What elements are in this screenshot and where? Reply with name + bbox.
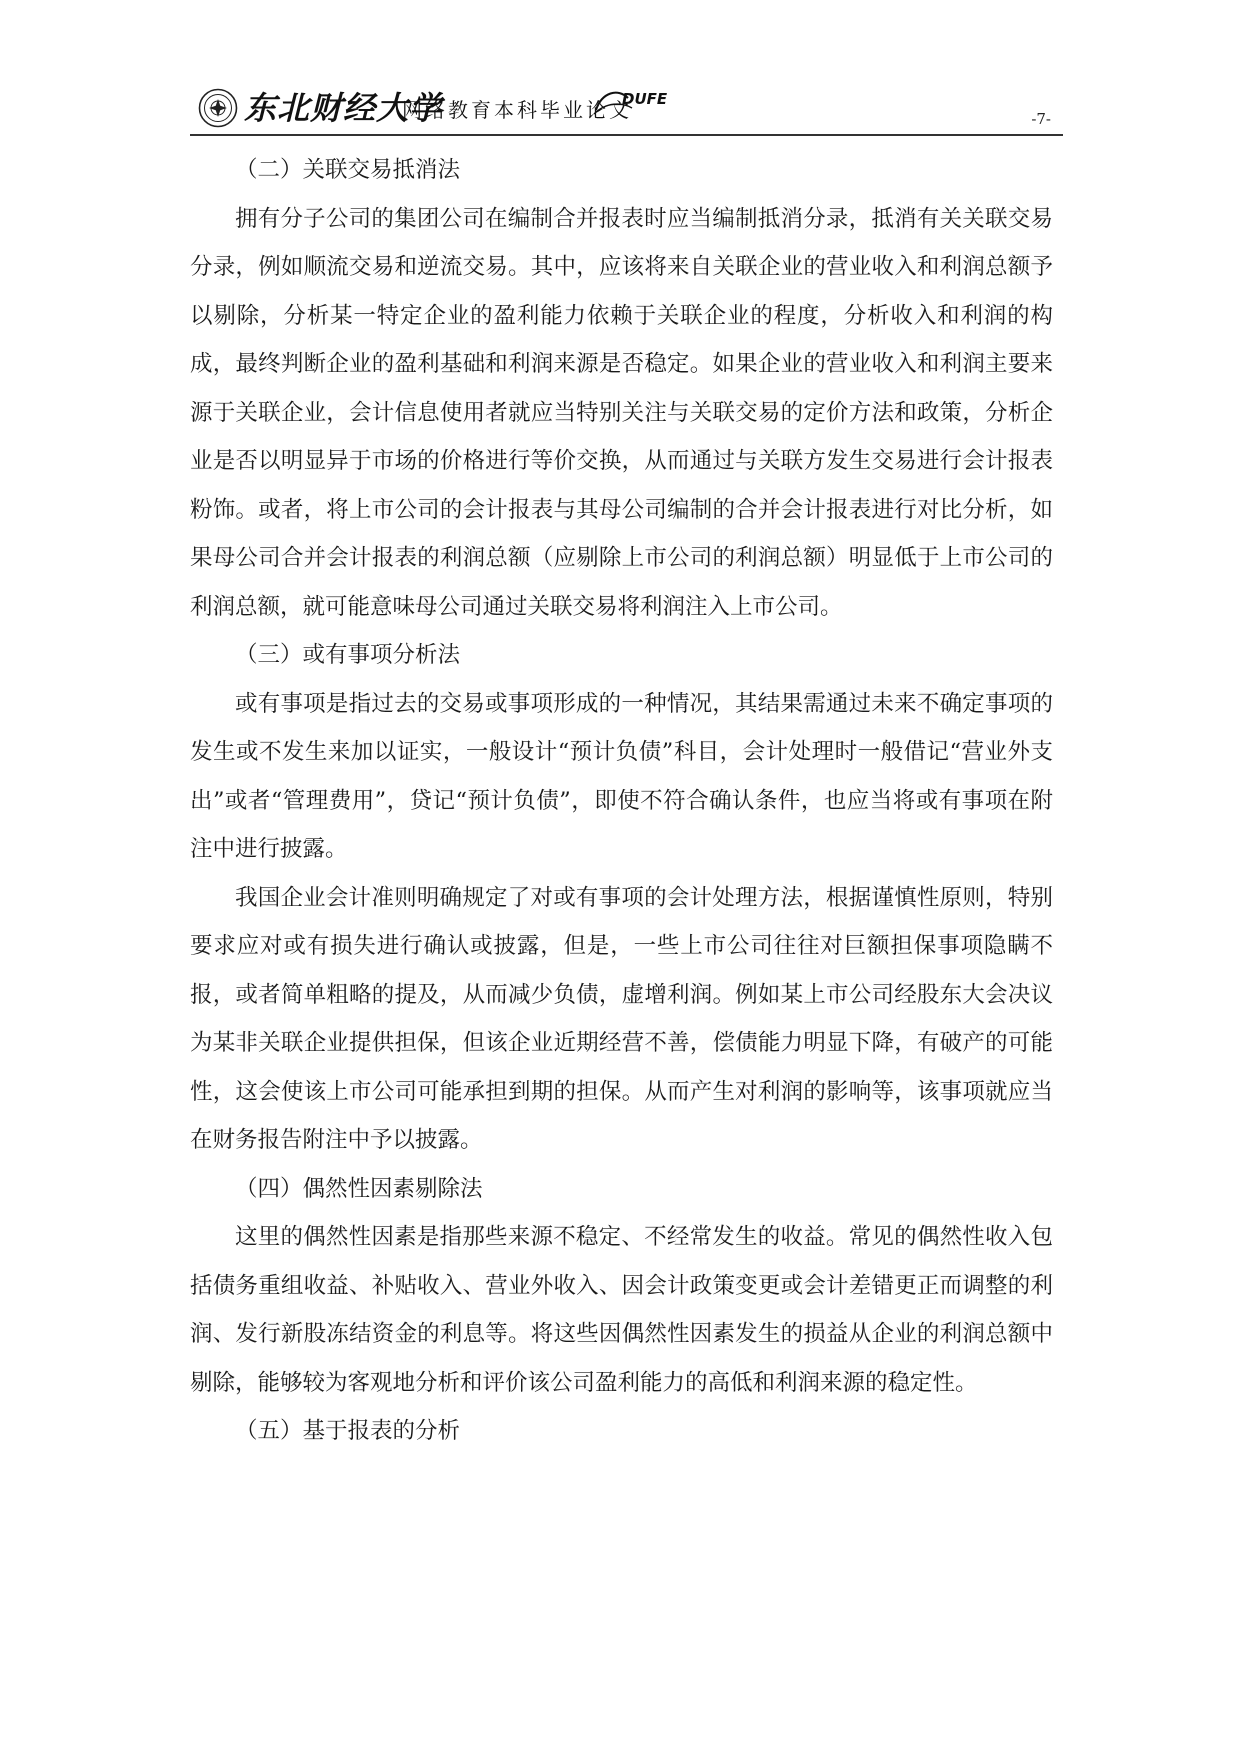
dufe-logo-text: DUFE xyxy=(622,90,668,108)
university-logo-text: 东北财经大学 xyxy=(244,89,443,127)
page-number: -7- xyxy=(1031,110,1051,128)
page-header xyxy=(190,82,1063,138)
paragraph: 拥有分子公司的集团公司在编制合并报表时应当编制抵消分录，抵消有关关联交易分录，例如顺流交易和逆流交易。其中，应该将来自关联企业的营业收入和利润总额予以剔除，分析某一特定企业的盈利能力依赖于关联企业的程度，分析收入和利润的构成，最终判断企业的盈利基础和利润来源是否稳定。如果企业的营业收入和利润主要来源于关联企业，会计信息使用者就应当特别关注与关联交易的定价方法和政策，分析企业是否以明显异于市场的价格进行等价交换，从而通过与关联方发生交易进行会计报表粉饰。或者，将上市公司的会计报表与其母公司编制的合并会计报表进行对比分析，如果母公司合并会计报表的利润总额（应剔除上市公司的利润总额）明显低于上市公司的利润总额，就可能意味母公司通过关联交易将利润注入上市公司。 xyxy=(190,205,1053,620)
paragraph: 我国企业会计准则明确规定了对或有事项的会计处理方法，根据谨慎性原则，特别要求应对或有损失进行确认或披露，但是，一些上市公司往往对巨额担保事项隐瞒不报，或者简单粗略的提及，从而减少负债，虚增利润。例如某上市公司经股东大会决议为某非关联企业提供担保，但该企业近期经营不善，偿债能力明显下降，有破产的可能性，这会使该上市公司可能承担到期的担保。从而产生对利润的影响等，该事项就应当在财务报告附注中予以披露。 xyxy=(190,884,1053,1153)
paragraph: 或有事项是指过去的交易或事项形成的一种情况，其结果需通过未来不确定事项的发生或不发生来加以证实，一般设计“预计负债”科目，会计处理时一般借记“营业外支出”或者“管理费用”，贷记“预计负债”，即使不符合确认条件，也应当将或有事项在附注中进行披露。 xyxy=(190,690,1053,862)
section-heading-3: （三）或有事项分析法 xyxy=(235,642,461,668)
section-heading-4: （四）偶然性因素剔除法 xyxy=(235,1175,483,1202)
header-rule xyxy=(190,134,1063,136)
dufe-logo-icon xyxy=(592,84,682,118)
university-seal-icon xyxy=(198,88,238,128)
header-subtitle: 网络教育本科毕业论文 xyxy=(402,98,632,122)
paragraph: 这里的偶然性因素是指那些来源不稳定、不经常发生的收益。常见的偶然性收入包括债务重组收益、补贴收入、营业外收入、因会计政策变更或会计差错更正而调整的利润、发行新股冻结资金的利息等。将这些因偶然性因素发生的损益从企业的利润总额中剔除，能够较为客观地分析和评价该公司盈利能力的高低和利润来源的稳定性。 xyxy=(190,1224,1053,1396)
section-heading-2: （二）关联交易抵消法 xyxy=(235,157,461,183)
document-body xyxy=(190,146,1053,1456)
section-heading-5: （五）基于报表的分析 xyxy=(235,1418,461,1444)
